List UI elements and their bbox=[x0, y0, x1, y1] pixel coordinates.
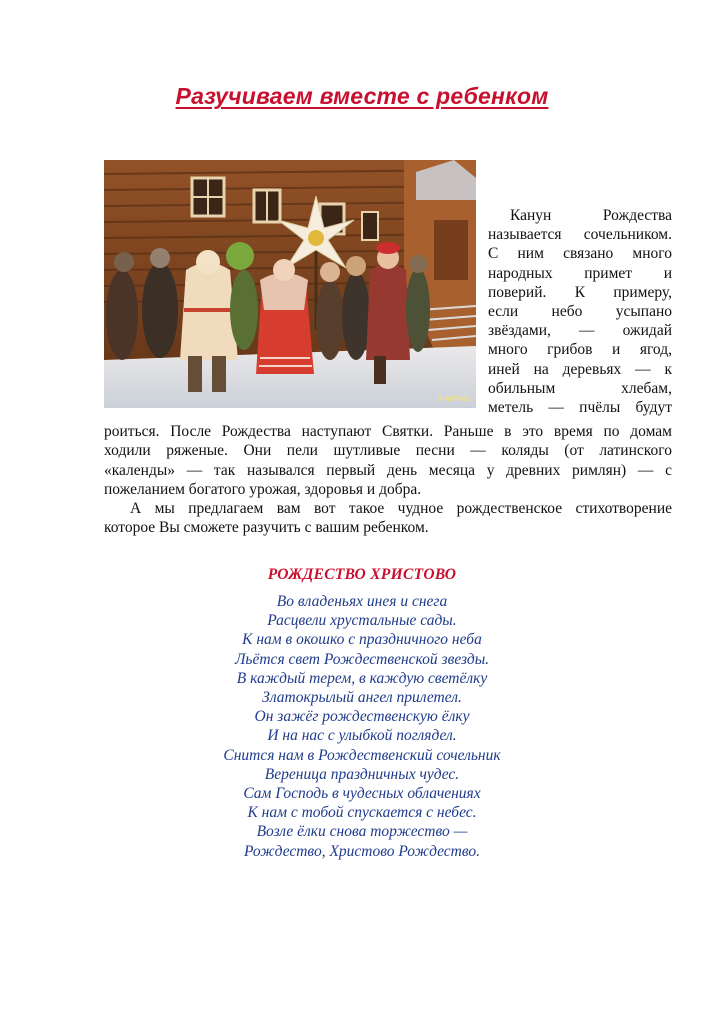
intro-line: если небо усыпано bbox=[488, 303, 672, 321]
intro-line: обильным хлебам, bbox=[488, 379, 672, 397]
poem-line: В каждый терем, в каждую светёлку bbox=[236, 669, 488, 687]
poem-line: И на нас с улыбкой поглядел. bbox=[267, 727, 457, 745]
intro-line: метель — пчёлы будут bbox=[488, 399, 672, 417]
poem-title: РОЖДЕСТВО ХРИСТОВО bbox=[267, 566, 457, 583]
poem-line: Расцвели хрустальные сады. bbox=[267, 612, 457, 630]
poem-line: Вереница праздничных чудес. bbox=[264, 765, 460, 783]
intro-line: «календы» — так назывался первый день месяца у древних римлян) — с bbox=[104, 461, 672, 479]
intro-line: поверий. К примеру, bbox=[488, 283, 672, 301]
poem bbox=[0, 592, 724, 861]
poem-line: Рождество, Христово Рождество. bbox=[243, 842, 481, 860]
intro-line: много грибов и ягод, bbox=[488, 341, 672, 359]
intro-line: пожеланием богатого урожая, здоровья и добра. bbox=[104, 480, 422, 498]
intro-line: иней на деревьях — к bbox=[488, 360, 672, 378]
christmas-carolers-photo bbox=[104, 160, 476, 408]
intro-line: народных примет и bbox=[488, 264, 672, 282]
poem-line: Во владеньях инея и снега bbox=[276, 593, 448, 610]
poem-line: Льётся свет Рождественской звезды. bbox=[234, 650, 490, 668]
intro-paragraph-side bbox=[488, 206, 672, 417]
offer-line: А мы предлагаем вам вот такое чудное рождественское стихотворение bbox=[130, 500, 672, 518]
intro-line: роиться. После Рождества наступают Святки. Раньше в это время по домам bbox=[104, 423, 672, 440]
poem-line: Златокрылый ангел прилетел. bbox=[262, 689, 462, 707]
page-title: Разучиваем вместе с ребенком bbox=[175, 83, 549, 110]
photo-watermark: © АРТ451 bbox=[437, 396, 470, 403]
intro-line: Канун Рождества bbox=[510, 207, 672, 224]
intro-line: называется сочельником. bbox=[488, 226, 672, 244]
intro-line: С ним связано много bbox=[488, 245, 672, 263]
photo-illustration bbox=[104, 160, 476, 408]
intro-line: звёздами, — ожидай bbox=[488, 322, 672, 340]
offer-paragraph bbox=[104, 499, 672, 538]
poem-line: Сам Господь в чудесных облачениях bbox=[243, 785, 481, 803]
offer-line: которое Вы сможете разучить с вашим ребенком. bbox=[104, 519, 429, 537]
intro-paragraph-continued bbox=[104, 422, 672, 499]
poem-line: Возле ёлки снова торжество — bbox=[256, 823, 468, 841]
intro-line: ходили ряженые. Они пели шутливые песни — коляды (от латинского bbox=[104, 442, 672, 460]
poem-line: К нам с тобой спускается с небес. bbox=[247, 804, 477, 822]
body-text bbox=[104, 422, 672, 538]
poem-line: Он зажёг рождественскую ёлку bbox=[254, 708, 470, 726]
poem-line: К нам в окошко с праздничного неба bbox=[242, 631, 482, 649]
poem-line: Снится нам в Рождественский сочельник bbox=[223, 746, 501, 764]
